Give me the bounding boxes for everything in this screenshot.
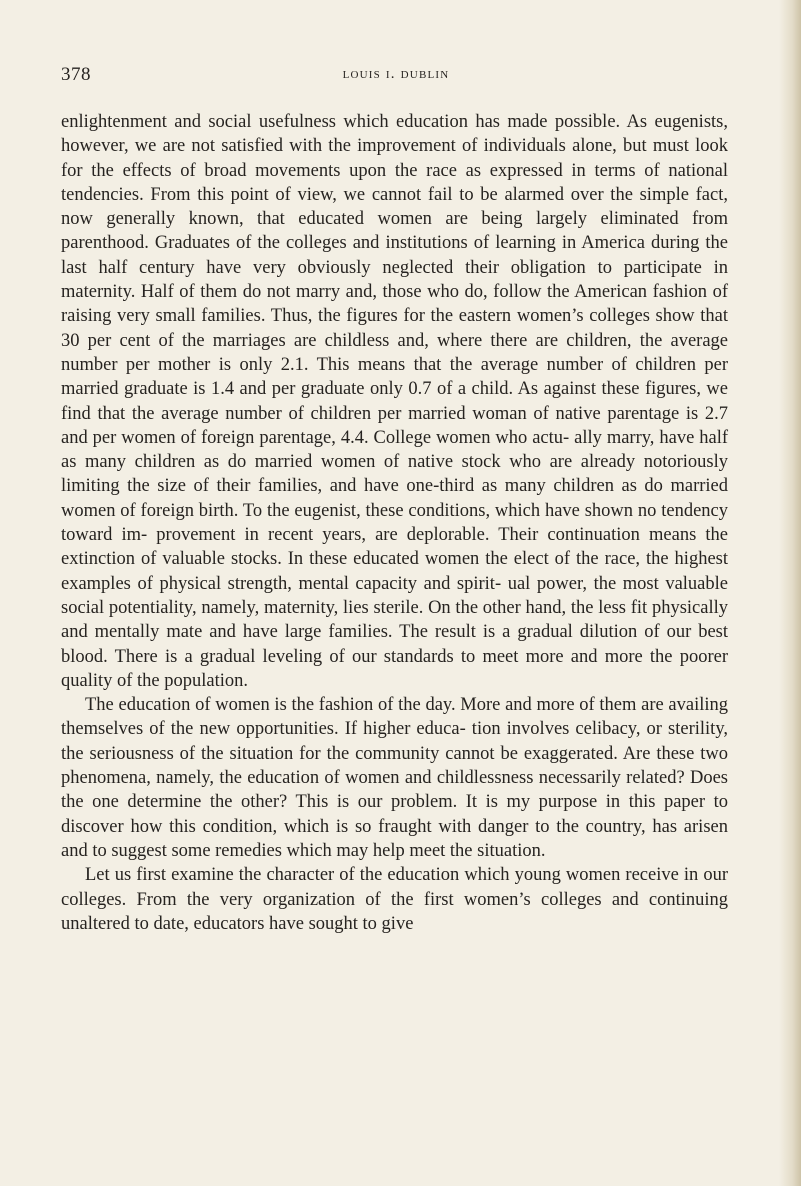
paragraph-1: enlightenment and social usefulness which education has made possible. As eugenists, however, we are not satisfied with the improvement of individuals alone, but must look for the effects of broad movements upon the race as expressed in terms of national tendencies. From this point of view, we cannot fail to be alarmed over the simple fact, now generally known, that educated women are being largely eliminated from parenthood. Graduates of the colleges and institutions of learning in America during the last half century have very obviously neglected their obligation to participate in maternity. Half of them do not marry and, those who do, follow the American fashion of raising very small families. Thus, the figures for the eastern women’s colleges show that 30 per cent of the marriages are childless and, where there are children, the average number per mother is only 2.1. This means that the average number of children per married graduate is 1.4 and per graduate only 0.7 of a child. As against these figures, we find that the average number of children per married woman of native parentage is 2.7 and per women of foreign parentage, 4.4. College women who actu- ally marry, have half as many children as do married women of native stock who are already notoriously limiting the size of their families, and have one-third as many children as do married women of foreign birth. To the eugenist, these conditions, which have shown no tendency toward im- provement in recent years, are deplorable. Their continuation means the extinction of valuable stocks. In these educated women the elect of the race, the highest examples of physical strength, mental capacity and spirit- ual power, the most valuable social potentiality, namely, maternity, lies sterile. On the other hand, the less fit physically and mentally mate and have large families. The result is a gradual dilution of our best blood. There is a gradual leveling of our standards to meet more and more the poorer quality of the population. [61,112,728,691]
page-edge-shadow [779,0,801,1186]
page-header [61,64,731,94]
body-text [61,110,728,936]
page-number: 378 [61,64,91,85]
paragraph-2: The education of women is the fashion of the day. More and more of them are availing themselves of the new opportunities. If higher educa- tion involves celibacy, or sterility, the seriousness of the situation for the community cannot be exaggerated. Are these two phenomena, namely, the education of women and childlessness necessarily related? Does the one determine the other? This is our problem. It is my purpose in this paper to discover how this condition, which is so fraught with danger to the country, has arisen and to suggest some remedies which may help meet the situation. [61,695,728,861]
running-head: louis i. dublin [342,66,450,82]
paragraph-3: Let us first examine the character of the education which young women receive in our colleges. From the very organization of the first women’s colleges and continuing unaltered to date, educators have sought to give [61,865,728,934]
